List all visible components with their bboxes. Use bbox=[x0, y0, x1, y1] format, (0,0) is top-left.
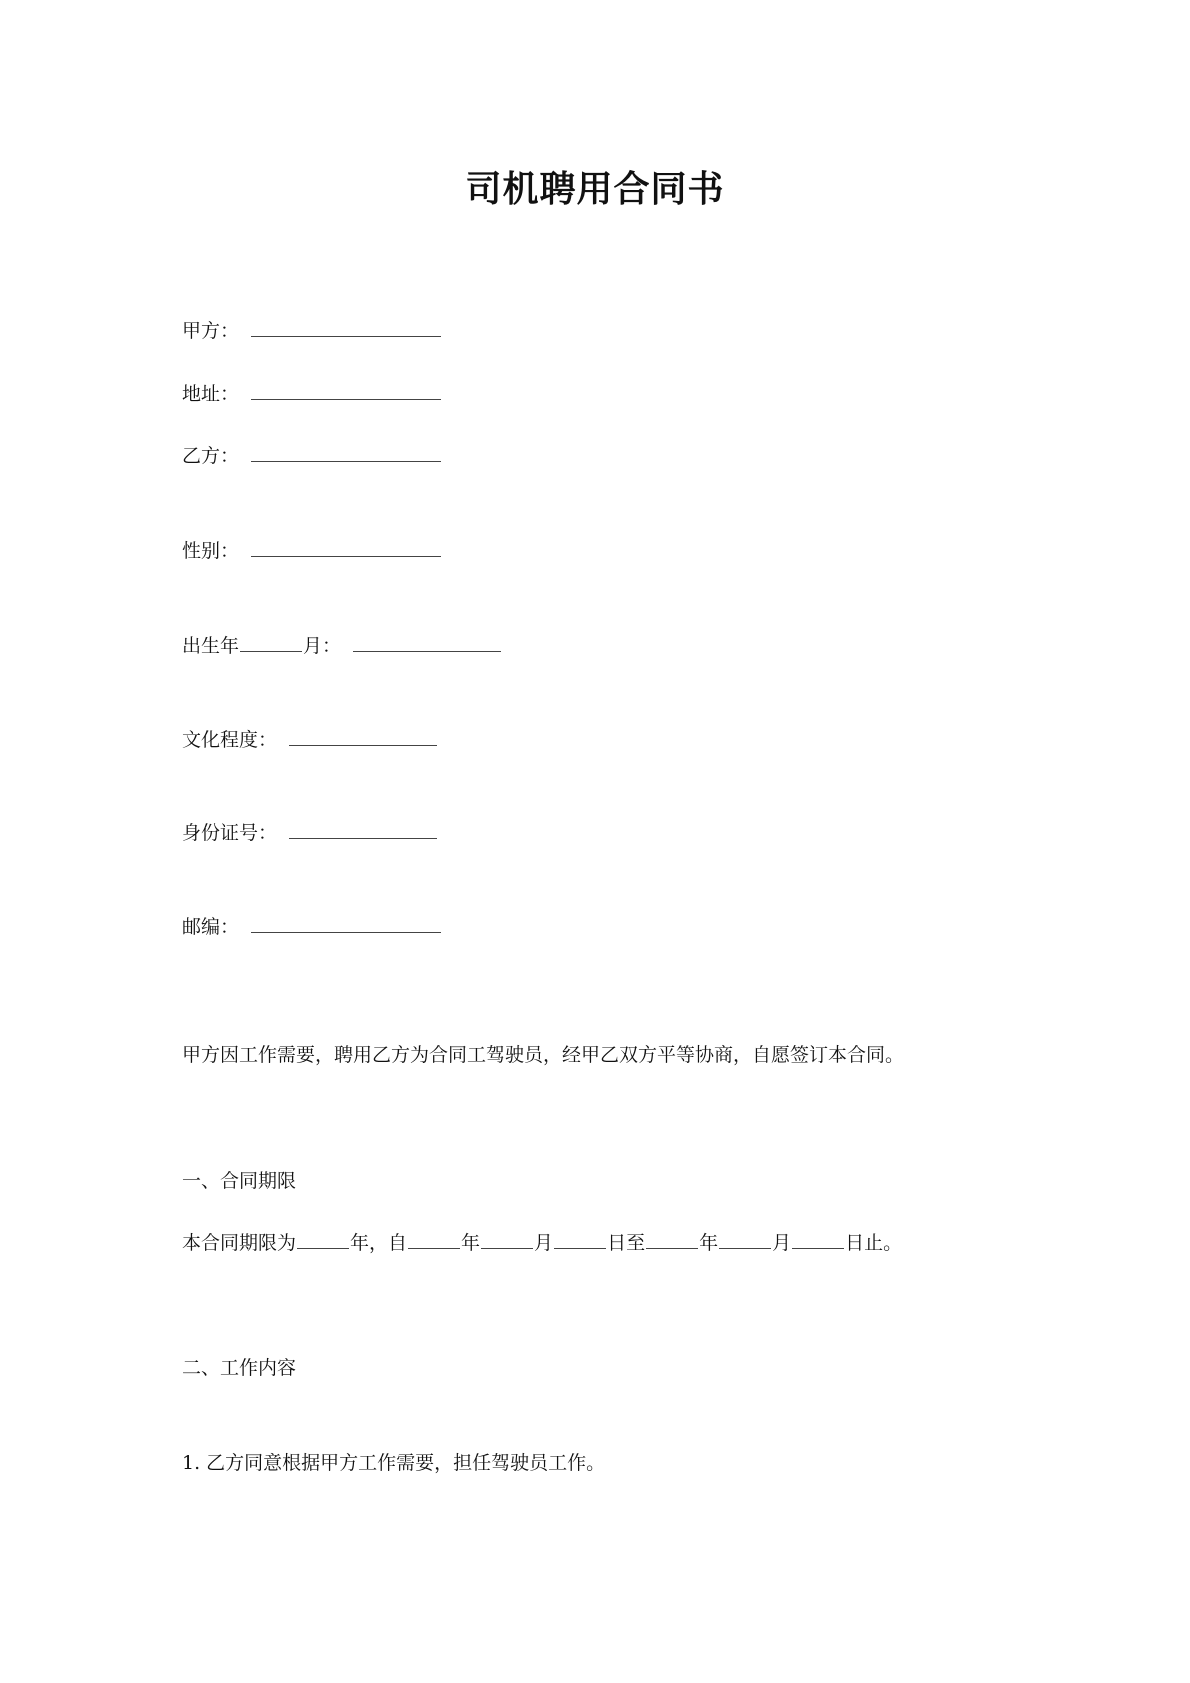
blank-line[interactable] bbox=[353, 633, 501, 652]
section-heading-work: 二、工作内容 bbox=[182, 1357, 297, 1379]
term-text: 月 bbox=[772, 1232, 792, 1254]
field-birth bbox=[182, 633, 502, 659]
field-label: 出生年 bbox=[182, 635, 240, 657]
field-label: 邮编： bbox=[182, 916, 240, 938]
intro-paragraph: 甲方因工作需要，聘用乙方为合同工驾驶员，经甲乙双方平等协商，自愿签订本合同。 bbox=[182, 1044, 905, 1066]
blank-line[interactable] bbox=[554, 1230, 606, 1249]
term-text: 年 bbox=[461, 1232, 481, 1254]
field-label: 身份证号： bbox=[182, 822, 278, 844]
blank-line[interactable] bbox=[719, 1230, 771, 1249]
blank-line[interactable] bbox=[297, 1230, 349, 1249]
term-text: 日止。 bbox=[845, 1232, 903, 1254]
field-education bbox=[182, 727, 438, 753]
term-text: 日至 bbox=[607, 1232, 646, 1254]
blank-line[interactable] bbox=[251, 381, 441, 400]
field-gender bbox=[182, 538, 442, 564]
blank-line[interactable] bbox=[481, 1230, 533, 1249]
blank-line[interactable] bbox=[792, 1230, 844, 1249]
blank-line[interactable] bbox=[251, 443, 441, 462]
term-text: 本合同期限为 bbox=[182, 1232, 297, 1254]
field-party-a bbox=[182, 318, 442, 344]
field-label: 月： bbox=[303, 635, 342, 657]
field-label: 地址： bbox=[182, 383, 240, 405]
section-heading-term: 一、合同期限 bbox=[182, 1170, 297, 1192]
blank-line[interactable] bbox=[251, 538, 441, 557]
blank-line[interactable] bbox=[251, 914, 441, 933]
blank-line[interactable] bbox=[646, 1230, 698, 1249]
blank-line[interactable] bbox=[408, 1230, 460, 1249]
field-label: 文化程度： bbox=[182, 729, 278, 751]
field-address bbox=[182, 381, 442, 407]
document-title: 司机聘用合同书 bbox=[465, 168, 725, 210]
field-party-b bbox=[182, 443, 442, 469]
field-label: 乙方： bbox=[182, 445, 240, 467]
field-label: 性别： bbox=[182, 540, 240, 562]
blank-line[interactable] bbox=[240, 633, 302, 652]
term-text: 月 bbox=[534, 1232, 554, 1254]
term-text: 年 bbox=[699, 1232, 719, 1254]
blank-line[interactable] bbox=[289, 820, 437, 839]
blank-line[interactable] bbox=[289, 727, 437, 746]
field-label: 甲方： bbox=[182, 320, 240, 342]
field-id-number bbox=[182, 820, 438, 846]
contract-term-line bbox=[182, 1230, 902, 1256]
work-item-1: 1. 乙方同意根据甲方工作需要，担任驾驶员工作。 bbox=[182, 1452, 606, 1474]
blank-line[interactable] bbox=[251, 318, 441, 337]
term-text: 年，自 bbox=[350, 1232, 408, 1254]
field-postcode bbox=[182, 914, 442, 940]
